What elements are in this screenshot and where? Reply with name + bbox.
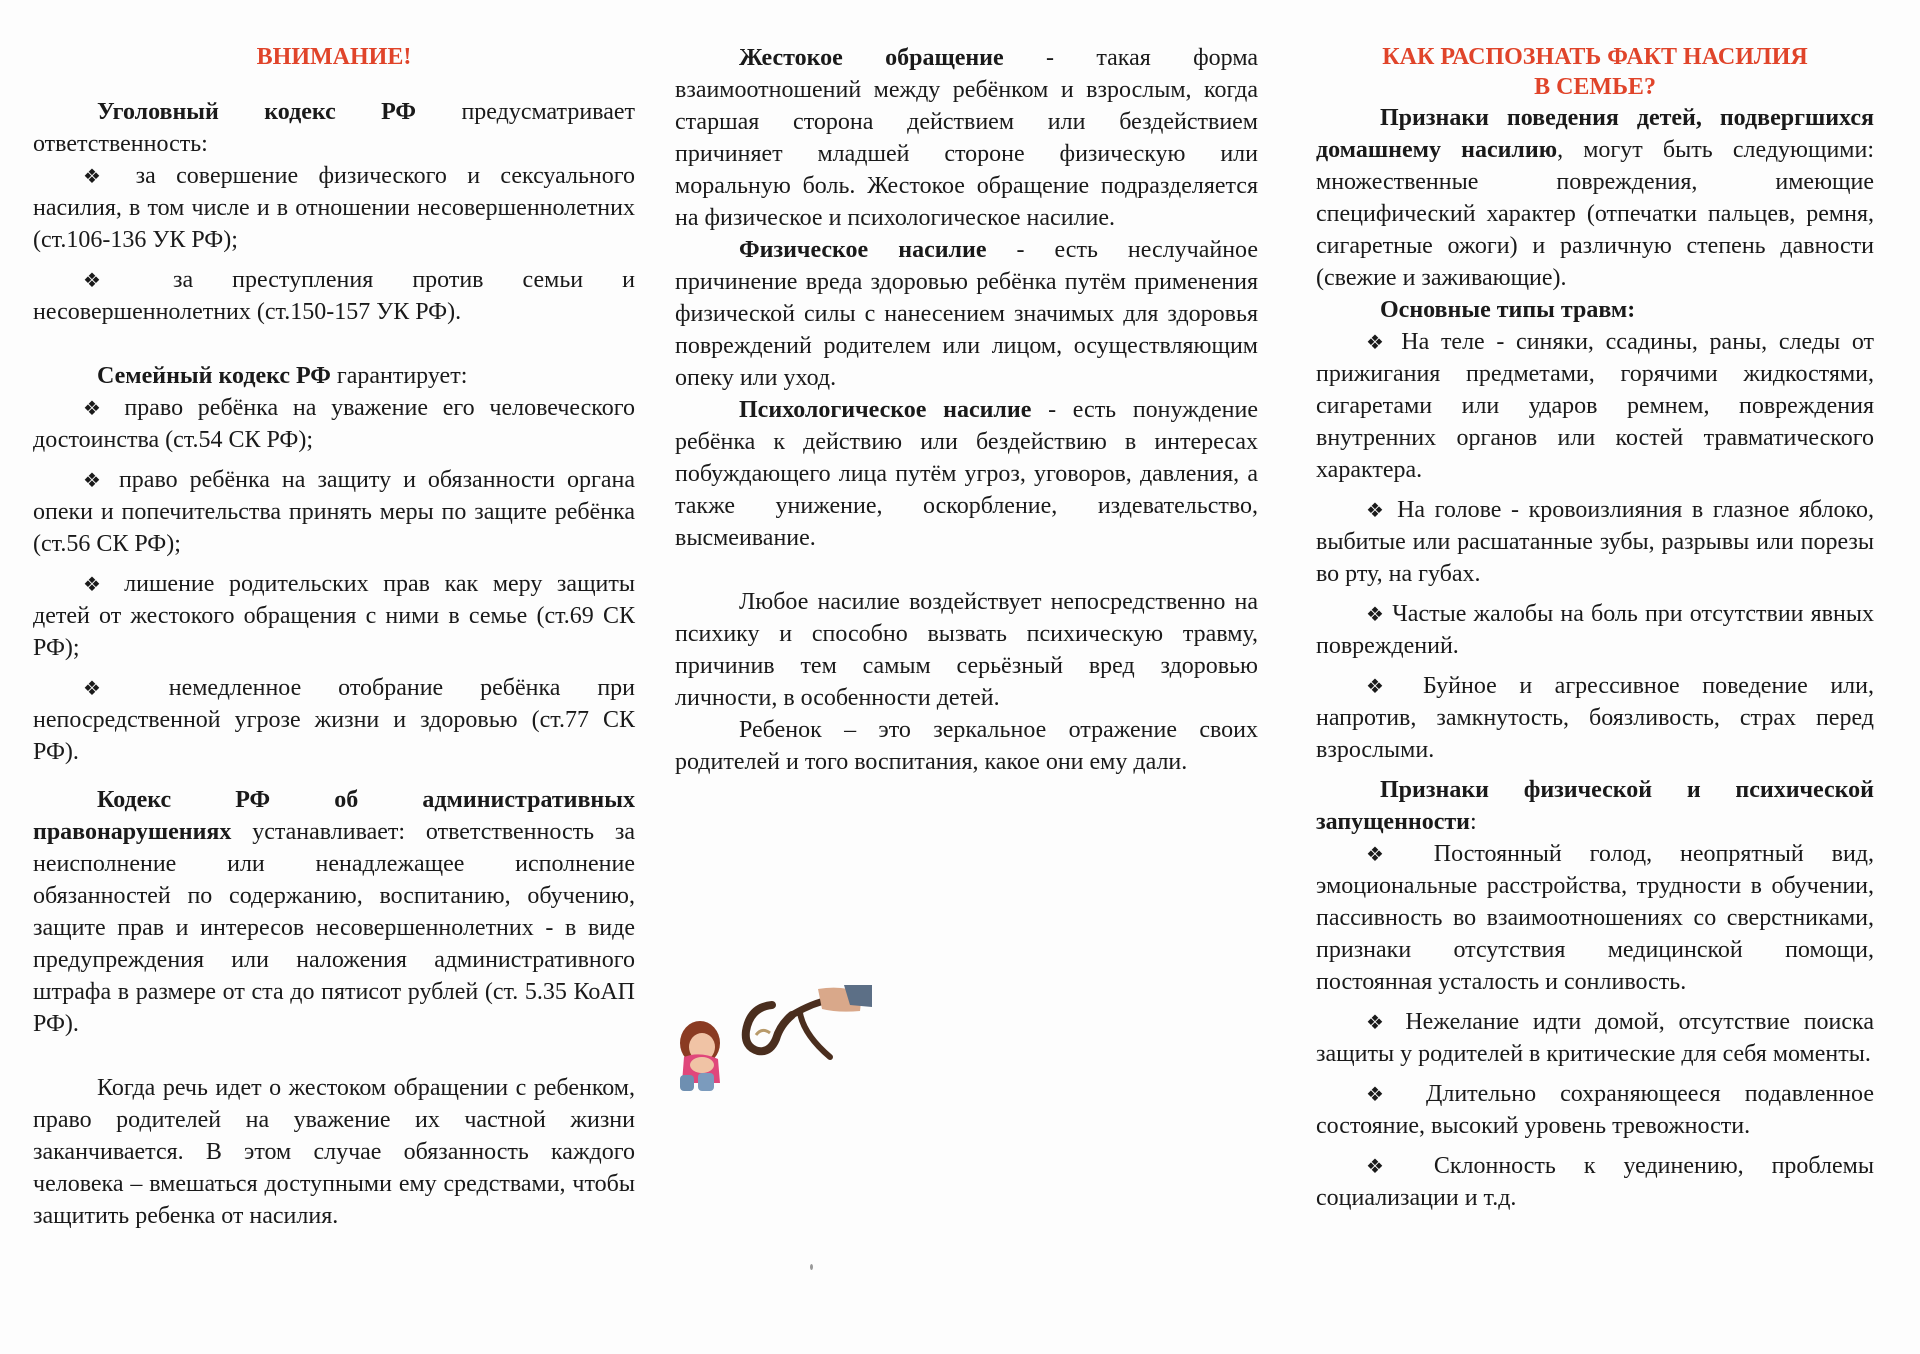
- bullet-text: Склонность к уединению, проблемы социализации и т.д.: [1316, 1153, 1874, 1211]
- bullet-item: [33, 160, 635, 256]
- bullet-text: за совершение физического и сексуального насилия, в том числе и в отношении несовершеннолетних (ст.106-136 УК РФ);: [33, 163, 635, 253]
- bullet-diamond-icon: ❖: [1366, 330, 1390, 354]
- attention-heading: ВНИМАНИЕ!: [256, 44, 412, 70]
- bullet-text: Нежелание идти домой, отсутствие поиска защиты у родителей в критические для себя моменты.: [1316, 1009, 1874, 1067]
- bullet-item: [1316, 670, 1874, 766]
- recognize-heading-line2: В СЕМЬЕ?: [1534, 74, 1656, 100]
- bullet-text: Постоянный голод, неопрятный вид, эмоциональные расстройства, трудности в обучении, пассивность во взаимоотношениях со сверстниками, признаки отсутствия медицинской помощи, постоянная усталость и сонливость.: [1316, 841, 1875, 995]
- bullet-diamond-icon: ❖: [83, 572, 110, 596]
- bullet-diamond-icon: ❖: [1366, 1010, 1392, 1034]
- recognize-heading-line1: КАК РАСПОЗНАТЬ ФАКТ НАСИЛИЯ: [1382, 44, 1808, 70]
- bullet-text: На теле - синяки, ссадины, раны, следы от прижигания предметами, горячими жидкостями, сигаретами или ударов ремнем, повреждения внутренних органов или костей травматического характера.: [1316, 329, 1874, 483]
- bullet-item: [33, 464, 635, 560]
- bullet-diamond-icon: ❖: [83, 164, 116, 188]
- behavior-signs-text: , могут быть следующими: множественные повреждения, имеющие специфический характер (отпечатки пальцев, ремня, сигаретные ожоги) и различную степень давности (свежие и заживающие).: [1316, 137, 1874, 291]
- bullet-diamond-icon: ❖: [1366, 1154, 1406, 1178]
- bullet-item: [1316, 494, 1874, 590]
- bullet-item: [33, 672, 635, 768]
- bullet-diamond-icon: ❖: [83, 468, 107, 492]
- family-code-paragraph: [33, 360, 635, 392]
- bullet-item: [1316, 326, 1874, 486]
- neglect-signs-text: :: [1470, 809, 1477, 835]
- frightened-child-illustration: [680, 1021, 720, 1091]
- physical-violence-text: - есть неслучайное причинение вреда здоровью ребёнка путём применения физической силы с нанесением значимых для здоровья повреждений родителем или лицом, осуществляющим опеку или уход.: [675, 237, 1258, 391]
- bullet-diamond-icon: ❖: [1366, 842, 1406, 866]
- physical-violence-term: Физическое насилие: [739, 237, 987, 263]
- neglect-signs-title: Признаки физической и психической запущенности: [1316, 777, 1874, 835]
- bullet-item: [1316, 598, 1874, 662]
- bullet-diamond-icon: ❖: [1366, 674, 1401, 698]
- column-right: [1316, 42, 1874, 1214]
- family-code-text: гарантирует:: [330, 363, 468, 389]
- bullet-text: лишение родительских прав как меру защиты детей от жестокого обращения с ними в семье (ст.69 СК РФ);: [33, 571, 635, 661]
- violence-impact-paragraph: Любое насилие воздействует непосредственно на психику и способно вызвать психическую травму, причинив тем самым серьёзный вред здоровью личности, в особенности детей.: [675, 589, 1258, 711]
- bullet-text: Длительно сохраняющееся подавленное состояние, высокий уровень тревожности.: [1316, 1081, 1874, 1139]
- mirror-paragraph: Ребенок – это зеркальное отражение своих родителей и того воспитания, какое они ему дали.: [675, 717, 1258, 775]
- column-middle: [675, 42, 1258, 778]
- admin-code-paragraph: [33, 784, 635, 1040]
- cruelty-term: Жестокое обращение: [739, 45, 1004, 71]
- bullet-diamond-icon: ❖: [1366, 498, 1388, 522]
- bullet-item: [33, 392, 635, 456]
- criminal-code-paragraph: [33, 96, 635, 160]
- psychological-violence-term: Психологическое насилие: [739, 397, 1032, 423]
- bullet-item: [1316, 1006, 1874, 1070]
- bullet-text: право ребёнка на защиту и обязанности органа опеки и попечительства принять меры по защите ребёнка (ст.56 СК РФ);: [33, 467, 635, 557]
- bullet-item: [33, 568, 635, 664]
- bullet-diamond-icon: ❖: [1366, 602, 1386, 626]
- behavior-signs-title: Признаки поведения детей, подвергшихся домашнему насилию: [1316, 105, 1874, 163]
- scan-speck: [810, 1264, 813, 1270]
- behavior-signs-paragraph: [1316, 102, 1874, 294]
- physical-violence-definition: [675, 234, 1258, 394]
- bullet-text: за преступления против семьи и несовершеннолетних (ст.150-157 УК РФ).: [33, 267, 635, 325]
- cruelty-definition: [675, 42, 1258, 234]
- injury-types-title: Основные типы травм:: [1380, 297, 1636, 323]
- bullet-text: немедленное отобрание ребёнка при непосредственной угрозе жизни и здоровью (ст.77 СК РФ).: [33, 675, 636, 765]
- bullet-text: Частые жалобы на боль при отсутствии явных повреждений.: [1316, 601, 1874, 659]
- neglect-signs-paragraph: [1316, 774, 1874, 838]
- psychological-violence-definition: [675, 394, 1258, 554]
- bullet-diamond-icon: ❖: [83, 396, 110, 420]
- bullet-text: На голове - кровоизлияния в глазное яблоко, выбитые или расшатанные зубы, разрывы или порезы во рту, на губах.: [1316, 497, 1874, 587]
- hand-with-belt-illustration: [746, 985, 872, 1057]
- criminal-code-text: предусматривает ответственность:: [33, 99, 635, 157]
- bullet-diamond-icon: ❖: [1366, 1082, 1402, 1106]
- bullet-diamond-icon: ❖: [83, 676, 132, 700]
- bullet-text: Буйное и агрессивное поведение или, напротив, замкнутость, боязливость, страх перед взрослыми.: [1316, 673, 1874, 763]
- column-left: [33, 42, 635, 1232]
- bullet-item: [1316, 1078, 1874, 1142]
- admin-code-title: Кодекс РФ об административных правонарушениях: [33, 787, 635, 845]
- bullet-item: [33, 264, 635, 328]
- family-code-title: Семейный кодекс РФ: [97, 363, 331, 389]
- recognize-heading: [1316, 42, 1874, 102]
- child-and-belt-illustration: [672, 985, 872, 1095]
- bullet-item: [1316, 1150, 1874, 1214]
- injury-types-subheading: [1316, 294, 1874, 326]
- closing-paragraph: Когда речь идет о жестоком обращении с ребенком, право родителей на уважение их частной жизни заканчивается. В этом случае обязанность каждого человека – вмешаться доступными ему средствами, чтобы защитить ребенка от насилия.: [33, 1075, 635, 1229]
- psychological-violence-text: - есть понуждение ребёнка к действию или бездействию в интересах побуждающего лица путём угроз, уговоров, давления, а также унижение, оскорбление, издевательство, высмеивание.: [675, 397, 1258, 551]
- admin-code-text: устанавливает: ответственность за неисполнение или ненадлежащее исполнение обязанностей по содержанию, воспитанию, обучению, защите прав и интересов несовершеннолетних - в виде предупреждения или наложения административного штрафа в размере от ста до пятисот рублей (ст. 5.35 КоАП РФ).: [33, 819, 635, 1037]
- bullet-text: право ребёнка на уважение его человеческого достоинства (ст.54 СК РФ);: [33, 395, 635, 453]
- bullet-item: [1316, 838, 1874, 998]
- criminal-code-title: Уголовный кодекс РФ: [97, 99, 417, 125]
- bullet-diamond-icon: ❖: [83, 268, 134, 292]
- cruelty-text: - такая форма взаимоотношений между ребёнком и взрослым, когда старшая сторона действием или бездействием причиняет младшей стороне физическую или моральную боль. Жестокое обращение подразделяется на физическое и психологическое насилие.: [675, 45, 1258, 231]
